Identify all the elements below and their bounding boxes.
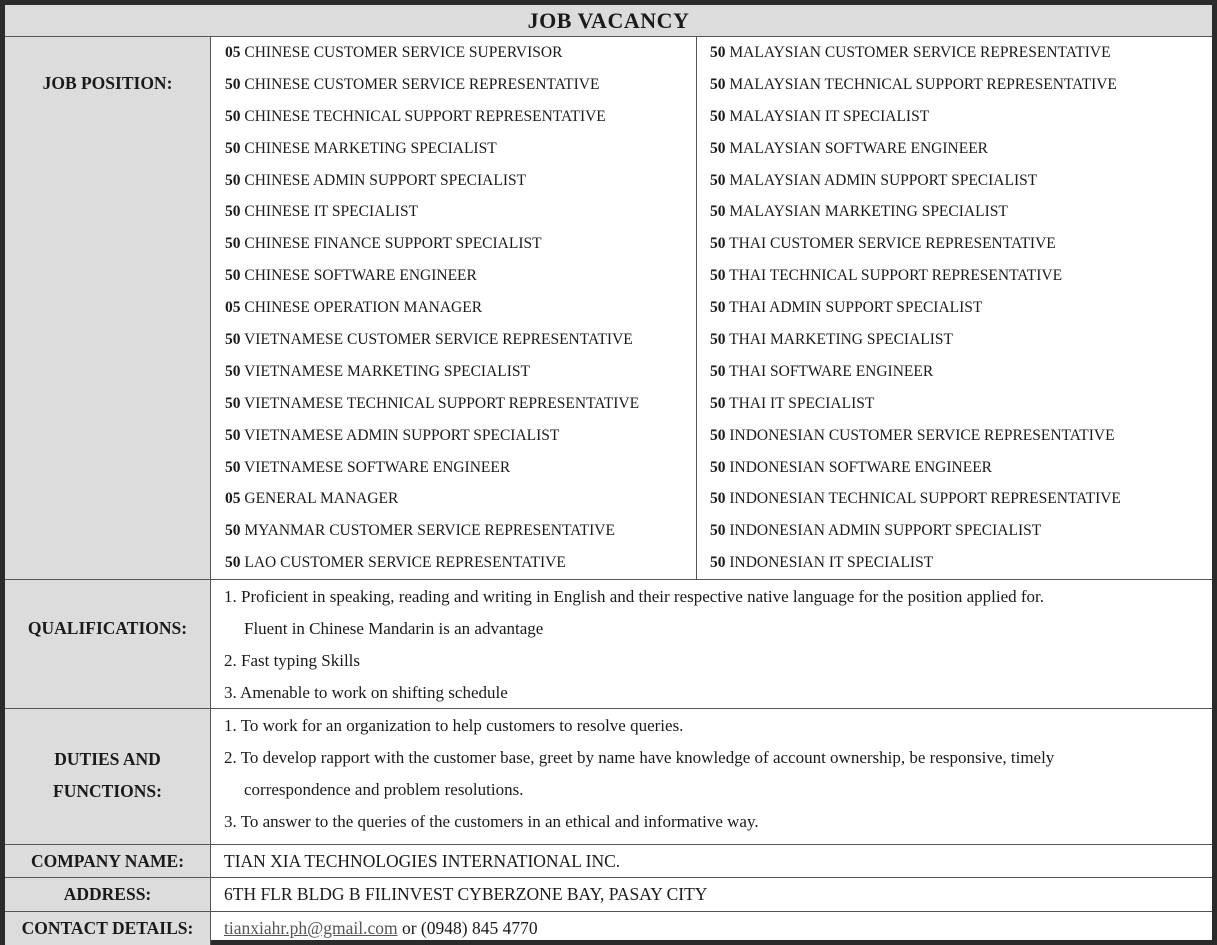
- qualifications-list: [224, 581, 1044, 709]
- job-position-item: [225, 388, 639, 420]
- position-title: THAI TECHNICAL SUPPORT REPRESENTATIVE: [729, 267, 1063, 285]
- position-title: INDONESIAN ADMIN SUPPORT SPECIALIST: [729, 522, 1042, 540]
- position-count: 50: [710, 554, 726, 572]
- position-count: 50: [710, 394, 726, 412]
- phone-number: (0948) 845 4770: [420, 918, 538, 938]
- address-value: 6TH FLR BLDG B FILINVEST CYBERZONE BAY, PASAY CITY: [224, 884, 708, 904]
- position-count: 50: [710, 171, 726, 189]
- position-count: 50: [225, 107, 241, 125]
- position-count: 50: [225, 458, 241, 476]
- duties-label-line-2: FUNCTIONS:: [53, 781, 162, 801]
- job-position-item: [225, 165, 639, 197]
- duties-label-cell: [5, 709, 211, 844]
- position-count: 50: [225, 394, 241, 412]
- position-count: 50: [225, 235, 241, 253]
- position-title: VIETNAMESE MARKETING SPECIALIST: [244, 362, 530, 380]
- job-position-item: [225, 228, 639, 260]
- job-position-item: [710, 420, 1121, 452]
- position-title: CHINESE CUSTOMER SERVICE REPRESENTATIVE: [244, 75, 600, 93]
- job-position-item: [710, 260, 1121, 292]
- email-link[interactable]: tianxiahr.ph@gmail.com: [224, 918, 398, 938]
- job-positions-right-list: [710, 37, 1121, 579]
- position-count: 05: [225, 44, 241, 61]
- qualification-item: 3. Amenable to work on shifting schedule: [224, 683, 508, 702]
- position-count: 50: [710, 362, 726, 380]
- position-title: INDONESIAN IT SPECIALIST: [729, 554, 934, 572]
- position-count: 50: [225, 426, 241, 444]
- position-title: LAO CUSTOMER SERVICE REPRESENTATIVE: [244, 554, 566, 572]
- position-title: CHINESE OPERATION MANAGER: [244, 299, 483, 317]
- position-title: MALAYSIAN TECHNICAL SUPPORT REPRESENTATIVE: [729, 75, 1117, 93]
- company-label-cell: [5, 845, 211, 877]
- position-count: 50: [225, 139, 241, 157]
- position-title: CHINESE CUSTOMER SERVICE SUPERVISOR: [244, 44, 563, 61]
- position-title: CHINESE MARKETING SPECIALIST: [244, 139, 497, 157]
- position-title: CHINESE TECHNICAL SUPPORT REPRESENTATIVE: [244, 107, 606, 125]
- position-count: 50: [710, 44, 726, 61]
- job-position-item: [710, 515, 1121, 547]
- position-count: 50: [710, 267, 726, 285]
- position-title: MYANMAR CUSTOMER SERVICE REPRESENTATIVE: [244, 522, 615, 540]
- company-label: COMPANY NAME:: [30, 851, 185, 871]
- job-position-item: [710, 133, 1121, 165]
- job-position-label: JOB POSITION:: [42, 73, 173, 93]
- position-title: VIETNAMESE ADMIN SUPPORT SPECIALIST: [244, 426, 560, 444]
- job-position-item: [225, 292, 639, 324]
- column-divider: [696, 37, 697, 579]
- job-position-item: [710, 452, 1121, 484]
- job-position-item: [225, 69, 639, 101]
- duty-item: correspondence and problem resolutions.: [244, 780, 524, 799]
- divider: [5, 579, 1212, 580]
- address-label-cell: [5, 878, 211, 911]
- position-count: 05: [225, 299, 241, 317]
- position-title: CHINESE ADMIN SUPPORT SPECIALIST: [244, 171, 527, 189]
- position-count: 50: [710, 139, 726, 157]
- job-position-item: [710, 37, 1121, 69]
- job-positions-left-list: [225, 37, 639, 579]
- position-count: 50: [710, 235, 726, 253]
- divider: [5, 911, 1212, 912]
- duties-label: [5, 743, 210, 807]
- position-title: CHINESE SOFTWARE ENGINEER: [244, 267, 477, 285]
- position-title: MALAYSIAN CUSTOMER SERVICE REPRESENTATIVE: [729, 44, 1111, 61]
- position-title: THAI CUSTOMER SERVICE REPRESENTATIVE: [729, 235, 1056, 253]
- position-count: 50: [710, 331, 726, 349]
- job-position-item: [710, 483, 1121, 515]
- contact-value: [224, 912, 538, 945]
- job-position-item: [225, 483, 639, 515]
- position-title: INDONESIAN TECHNICAL SUPPORT REPRESENTATIVE: [729, 490, 1121, 508]
- job-position-item: [225, 515, 639, 547]
- position-count: 50: [710, 203, 726, 221]
- job-position-item: [710, 69, 1121, 101]
- position-count: 50: [710, 75, 726, 93]
- position-count: 50: [225, 171, 241, 189]
- position-title: THAI SOFTWARE ENGINEER: [729, 362, 934, 380]
- position-title: VIETNAMESE TECHNICAL SUPPORT REPRESENTATIVE: [244, 394, 640, 412]
- position-title: MALAYSIAN IT SPECIALIST: [729, 107, 930, 125]
- position-count: 50: [225, 75, 241, 93]
- position-count: 50: [225, 362, 241, 380]
- duty-item: 3. To answer to the queries of the customers in an ethical and informative way.: [224, 812, 759, 831]
- position-title: THAI IT SPECIALIST: [729, 394, 875, 412]
- job-position-item: [710, 228, 1121, 260]
- position-count: 50: [710, 107, 726, 125]
- job-position-item: [710, 196, 1121, 228]
- position-title: CHINESE FINANCE SUPPORT SPECIALIST: [244, 235, 542, 253]
- position-title: MALAYSIAN ADMIN SUPPORT SPECIALIST: [729, 171, 1038, 189]
- position-count: 50: [710, 299, 726, 317]
- job-position-item: [710, 292, 1121, 324]
- qualification-item: 1. Proficient in speaking, reading and writing in English and their respective native language for the position applied for.: [224, 587, 1045, 606]
- job-position-item: [225, 260, 639, 292]
- position-title: VIETNAMESE CUSTOMER SERVICE REPRESENTATIVE: [244, 331, 633, 349]
- qualification-item: Fluent in Chinese Mandarin is an advantage: [244, 619, 544, 638]
- duties-list: [224, 710, 1054, 838]
- position-title: INDONESIAN CUSTOMER SERVICE REPRESENTATIVE: [729, 426, 1115, 444]
- job-position-item: [225, 196, 639, 228]
- contact-label: CONTACT DETAILS:: [21, 918, 194, 938]
- position-title: INDONESIAN SOFTWARE ENGINEER: [729, 458, 992, 476]
- job-position-label-cell: [5, 37, 211, 579]
- job-position-item: [225, 37, 639, 69]
- position-title: THAI ADMIN SUPPORT SPECIALIST: [729, 299, 983, 317]
- job-position-item: [225, 547, 639, 579]
- job-position-item: [225, 101, 639, 133]
- position-title: MALAYSIAN SOFTWARE ENGINEER: [729, 139, 989, 157]
- job-position-item: [710, 356, 1121, 388]
- page-title: JOB VACANCY: [5, 5, 1212, 37]
- duties-label-line-1: DUTIES AND: [54, 749, 161, 769]
- job-position-item: [225, 452, 639, 484]
- qualifications-label-cell: [5, 580, 211, 708]
- qualification-item: 2. Fast typing Skills: [224, 651, 361, 670]
- contact-separator: or: [401, 918, 417, 938]
- position-count: 50: [225, 203, 241, 221]
- position-count: 50: [225, 331, 241, 349]
- position-count: 50: [710, 426, 726, 444]
- job-position-item: [225, 356, 639, 388]
- job-position-item: [710, 324, 1121, 356]
- position-title: MALAYSIAN MARKETING SPECIALIST: [729, 203, 1008, 221]
- job-position-item: [225, 420, 639, 452]
- position-title: CHINESE IT SPECIALIST: [244, 203, 419, 221]
- job-position-item: [710, 101, 1121, 133]
- position-count: 50: [225, 554, 241, 572]
- address-label: ADDRESS:: [63, 884, 152, 904]
- job-position-item: [710, 165, 1121, 197]
- company-name-value: TIAN XIA TECHNOLOGIES INTERNATIONAL INC.: [224, 851, 621, 871]
- position-title: THAI MARKETING SPECIALIST: [729, 331, 953, 349]
- position-count: 50: [710, 490, 726, 508]
- duty-item: 1. To work for an organization to help customers to resolve queries.: [224, 716, 684, 735]
- position-count: 50: [225, 522, 241, 540]
- position-title: GENERAL MANAGER: [244, 490, 399, 508]
- job-position-item: [225, 324, 639, 356]
- position-title: VIETNAMESE SOFTWARE ENGINEER: [244, 458, 511, 476]
- contact-label-cell: [5, 912, 211, 945]
- position-count: 50: [225, 267, 241, 285]
- position-count: 05: [225, 490, 241, 508]
- qualifications-label: QUALIFICATIONS:: [27, 618, 188, 638]
- job-position-item: [710, 388, 1121, 420]
- position-count: 50: [710, 458, 726, 476]
- job-position-item: [710, 547, 1121, 579]
- duty-item: 2. To develop rapport with the customer base, greet by name have knowledge of account ownership, be responsive, timely: [224, 748, 1055, 767]
- job-position-item: [225, 133, 639, 165]
- position-count: 50: [710, 522, 726, 540]
